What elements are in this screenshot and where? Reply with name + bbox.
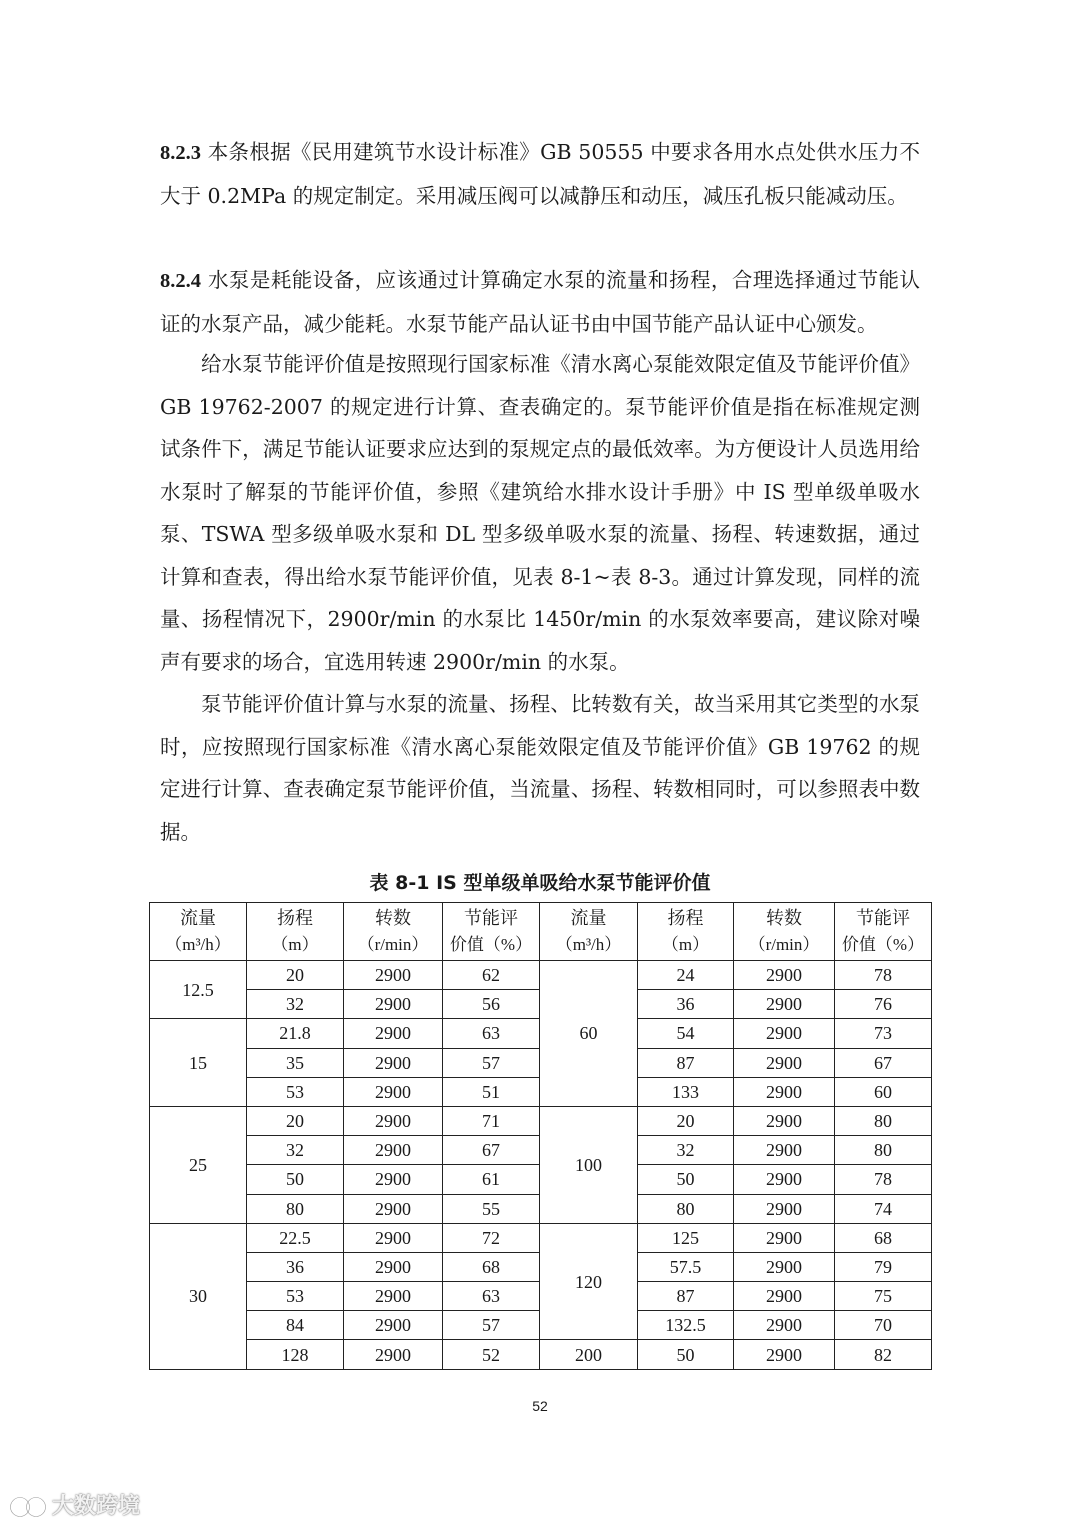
- table-cell: 36: [247, 1252, 344, 1281]
- table-cell: 32: [247, 1136, 344, 1165]
- header-efficiency: 节能评 价值（%）: [835, 903, 932, 961]
- header-speed: 转数 （r/min）: [734, 903, 835, 961]
- header-head: 扬程 （m）: [638, 903, 734, 961]
- table-cell: 2900: [734, 1223, 835, 1252]
- table-cell: 78: [835, 1165, 932, 1194]
- watermark-logo-icon: [10, 1495, 48, 1519]
- table-cell: 132.5: [638, 1311, 734, 1340]
- pump-evaluation-table: [149, 902, 932, 1370]
- cell-flow-group: 200: [540, 1340, 638, 1369]
- table-cell: 2900: [734, 1106, 835, 1135]
- table-cell: 2900: [734, 1077, 835, 1106]
- table-cell: 76: [835, 990, 932, 1019]
- cell-flow-group: 15: [150, 1019, 247, 1107]
- table-row: [150, 1340, 932, 1369]
- table-cell: 68: [443, 1252, 540, 1281]
- table-cell: 2900: [344, 1194, 443, 1223]
- paragraph-pump-evaluation: 给水泵节能评价值是按照现行国家标准《清水离心泵能效限定值及节能评价值》GB 19762-2007 的规定进行计算、查表确定的。泵节能评价值是指在标准规定测试条件下，满足节能认证要求应达到的泵规定点的最低效率。为方便设计人员选用给水泵时了解泵的节能评价值，参照《建筑给水排水设计手册》中 IS 型单级单吸水泵、TSWA 型多级单吸水泵和 DL 型多级单吸水泵的流量、扬程、转速数据，通过计算和查表，得出给水泵节能评价值，见表 8-1~表 8-3。通过计算发现，同样的流量、扬程情况下，2900r/min 的水泵比 1450r/min 的水泵效率要高，建议除对噪声有要求的场合，宜选用转速 2900r/min 的水泵。: [160, 352, 920, 674]
- table-cell: 80: [835, 1136, 932, 1165]
- table-cell: 32: [247, 990, 344, 1019]
- table-cell: 35: [247, 1048, 344, 1077]
- table-cell: 2900: [734, 1194, 835, 1223]
- table-cell: 2900: [734, 1019, 835, 1048]
- table-cell: 75: [835, 1282, 932, 1311]
- table-cell: 87: [638, 1282, 734, 1311]
- table-cell: 50: [638, 1165, 734, 1194]
- table-cell: 82: [835, 1340, 932, 1369]
- clause-text: 水泵是耗能设备，应该通过计算确定水泵的流量和扬程，合理选择通过节能认证的水泵产品，减少能耗。水泵节能产品认证书由中国节能产品认证中心颁发。: [160, 268, 920, 336]
- cell-flow-group: 12.5: [150, 961, 247, 1019]
- table-cell: 20: [638, 1106, 734, 1135]
- table-cell: 71: [443, 1106, 540, 1135]
- table-cell: 80: [247, 1194, 344, 1223]
- table-cell: 63: [443, 1282, 540, 1311]
- table-cell: 24: [638, 961, 734, 990]
- table-cell: 56: [443, 990, 540, 1019]
- header-speed: 转数 （r/min）: [344, 903, 443, 961]
- table-cell: 32: [638, 1136, 734, 1165]
- clause-text: 本条根据《民用建筑节水设计标准》GB 50555 中要求各用水点处供水压力不大于 0.2MPa 的规定制定。采用减压阀可以减静压和动压，减压孔板只能减动压。: [160, 140, 920, 208]
- cell-flow-group: 30: [150, 1223, 247, 1369]
- table-cell: 2900: [344, 1136, 443, 1165]
- header-flow: 流量 （m³/h）: [150, 903, 247, 961]
- table-cell: 52: [443, 1340, 540, 1369]
- table-cell: 2900: [734, 1136, 835, 1165]
- table-cell: 125: [638, 1223, 734, 1252]
- table-cell: 2900: [344, 1165, 443, 1194]
- table-cell: 50: [638, 1340, 734, 1369]
- page-number: 52: [532, 1398, 548, 1414]
- table-cell: 2900: [734, 961, 835, 990]
- table-cell: 2900: [734, 1252, 835, 1281]
- table-cell: 57: [443, 1048, 540, 1077]
- table-cell: 61: [443, 1165, 540, 1194]
- table-cell: 57.5: [638, 1252, 734, 1281]
- table-cell: 21.8: [247, 1019, 344, 1048]
- table-cell: 2900: [344, 1282, 443, 1311]
- header-efficiency: 节能评 价值（%）: [443, 903, 540, 961]
- table-row: [150, 1223, 932, 1252]
- table-header-row: [150, 903, 932, 961]
- table-cell: 57: [443, 1311, 540, 1340]
- clause-number: 8.2.3: [160, 142, 201, 164]
- table-cell: 80: [638, 1194, 734, 1223]
- clause-number: 8.2.4: [160, 270, 201, 292]
- table-cell: 60: [835, 1077, 932, 1106]
- table-cell: 55: [443, 1194, 540, 1223]
- cell-flow-group: 100: [540, 1106, 638, 1223]
- table-caption: 表 8-1 IS 型单级单吸给水泵节能评价值: [369, 872, 711, 894]
- table-cell: 62: [443, 961, 540, 990]
- table-cell: 22.5: [247, 1223, 344, 1252]
- table-cell: 2900: [344, 1077, 443, 1106]
- table-cell: 74: [835, 1194, 932, 1223]
- watermark-text: 大数跨境: [52, 1494, 141, 1519]
- header-head: 扬程 （m）: [247, 903, 344, 961]
- table-cell: 73: [835, 1019, 932, 1048]
- table-cell: 2900: [734, 1311, 835, 1340]
- table-cell: 72: [443, 1223, 540, 1252]
- watermark: [10, 1489, 140, 1520]
- cell-flow-group: 60: [540, 961, 638, 1107]
- table-cell: 51: [443, 1077, 540, 1106]
- table-cell: 2900: [344, 961, 443, 990]
- table-cell: 63: [443, 1019, 540, 1048]
- table-cell: 79: [835, 1252, 932, 1281]
- table-cell: 36: [638, 990, 734, 1019]
- table-cell: 67: [835, 1048, 932, 1077]
- table-cell: 2900: [344, 1223, 443, 1252]
- table-cell: 2900: [734, 1282, 835, 1311]
- table-cell: 53: [247, 1077, 344, 1106]
- table-cell: 2900: [344, 1252, 443, 1281]
- table-cell: 67: [443, 1136, 540, 1165]
- table-cell: 20: [247, 1106, 344, 1135]
- table-row: [150, 961, 932, 990]
- table-cell: 87: [638, 1048, 734, 1077]
- clause-8-2-3: [160, 131, 920, 217]
- table-cell: 80: [835, 1106, 932, 1135]
- table-cell: 2900: [344, 1340, 443, 1369]
- table-cell: 70: [835, 1311, 932, 1340]
- header-flow: 流量 （m³/h）: [540, 903, 638, 961]
- table-cell: 133: [638, 1077, 734, 1106]
- table-cell: 78: [835, 961, 932, 990]
- table-cell: 2900: [734, 1165, 835, 1194]
- table-cell: 2900: [734, 1340, 835, 1369]
- paragraph-other-pumps: 泵节能评价值计算与水泵的流量、扬程、比转数有关，故当采用其它类型的水泵时，应按照现行国家标准《清水离心泵能效限定值及节能评价值》GB 19762 的规定进行计算、查表确定泵节能评价值，当流量、扬程、转数相同时，可以参照表中数据。: [160, 692, 920, 844]
- table-cell: 2900: [344, 1311, 443, 1340]
- table-cell: 68: [835, 1223, 932, 1252]
- clause-8-2-4: [160, 259, 920, 345]
- table-cell: 50: [247, 1165, 344, 1194]
- table-cell: 2900: [344, 1019, 443, 1048]
- table-cell: 20: [247, 961, 344, 990]
- table-cell: 2900: [344, 1106, 443, 1135]
- table-cell: 53: [247, 1282, 344, 1311]
- table-cell: 2900: [344, 990, 443, 1019]
- table-cell: 2900: [734, 990, 835, 1019]
- table-cell: 84: [247, 1311, 344, 1340]
- table-row: [150, 1106, 932, 1135]
- table-cell: 54: [638, 1019, 734, 1048]
- cell-flow-group: 25: [150, 1106, 247, 1223]
- table-cell: 128: [247, 1340, 344, 1369]
- table-cell: 2900: [344, 1048, 443, 1077]
- table-cell: 2900: [734, 1048, 835, 1077]
- cell-flow-group: 120: [540, 1223, 638, 1340]
